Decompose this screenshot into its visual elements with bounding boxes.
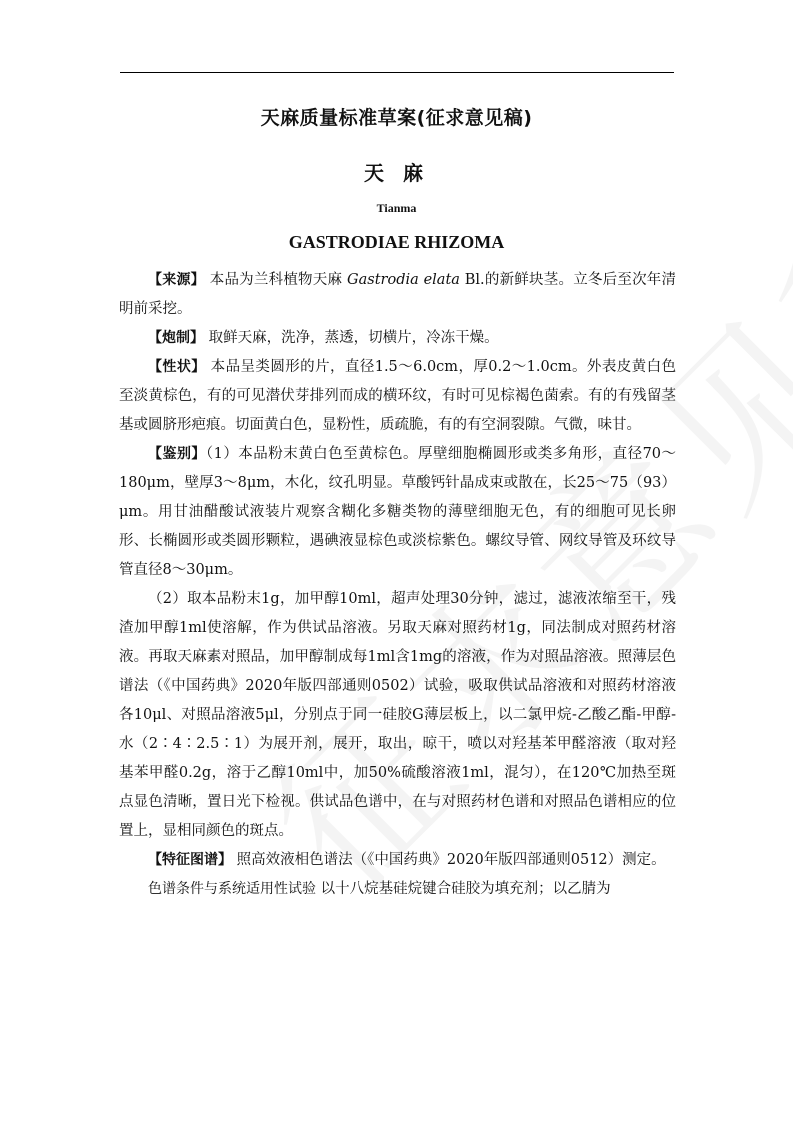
- source-text-after: Bl.的新鲜块茎。立冬后至次年清明前采挖。: [119, 272, 677, 317]
- processing-paragraph: [119, 324, 676, 353]
- document-body: [119, 266, 676, 904]
- identification-heading: 【鉴别】: [148, 446, 206, 462]
- chromatography-text: 以十八烷基硅烷键合硅胶为填充剂；以乙腈为: [316, 881, 611, 897]
- source-text-before: 本品为兰科植物天麻: [204, 272, 348, 288]
- identification-paragraph: [119, 440, 676, 585]
- processing-heading: 【炮制】: [148, 330, 204, 346]
- fingerprint-paragraph: [119, 846, 676, 875]
- header-rule: [120, 72, 674, 73]
- chromatography-paragraph: [119, 875, 676, 904]
- fingerprint-heading: 【特征图谱】: [148, 852, 232, 868]
- identification-text-2: （2）取本品粉末1g，加甲醇10ml，超声处理30分钟，滤过，滤液浓缩至干，残渣加甲醇1ml使溶解，作为供试品溶液。另取天麻对照药材1g，同法制成对照药材溶液。再取天麻素对照品，加甲醇制成每1ml含1mg的溶液，作为对照品溶液。照薄层色谱法（《中国药典》2020年版四部通则0502）试验，吸取供试品溶液和对照药材溶液各10μl、对照品溶液5μl，分别点于同一硅胶G薄层板上，以二氯甲烷-乙酸乙酯-甲醇-水（2∶4∶2.5∶1）为展开剂，展开，取出，晾干，喷以对羟基苯甲醛溶液（取对羟基苯甲醛0.2g，溶于乙醇10ml中，加50%硫酸溶液1ml，混匀），在120℃加热至斑点显色清晰，置日光下检视。供试品色谱中，在与对照药材色谱和对照品色谱相应的位置上，显相同颜色的斑点。: [119, 591, 676, 839]
- processing-text: 取鲜天麻，洗净，蒸透，切横片，冷冻干燥。: [204, 330, 499, 346]
- species-name: Gastrodia elata: [347, 272, 460, 288]
- identification-text: （1）本品粉末黄白色至黄棕色。厚壁细胞椭圆形或类多角形，直径70～180μm，壁厚3～8μm，木化，纹孔明显。草酸钙针晶成束或散在，长25～75（93）μm。用甘油醋酸试液装片观察含糊化多糖类物的薄壁细胞无色，有的细胞可见长卵形、长椭圆形或类圆形颗粒，遇碘液显棕色或淡棕紫色。螺纹导管、网纹导管及环纹导管直径8～30μm。: [119, 446, 676, 578]
- source-heading: 【来源】: [148, 272, 205, 288]
- page-title: 天麻质量标准草案(征求意见稿): [260, 107, 533, 129]
- chromatography-heading: 色谱条件与系统适用性试验: [148, 881, 316, 897]
- drug-name: 天 麻: [364, 161, 429, 185]
- characters-text: 本品呈类圆形的片，直径1.5～6.0cm，厚0.2～1.0cm。外表皮黄白色至淡黄棕色，有的可见潜伏芽排列而成的横环纹，有时可见棕褐色菌索。有的有残留茎基或圆脐形疤痕。切面黄白色，显粉性，质疏脆，有的有空洞裂隙。气微，味甘。: [119, 359, 676, 433]
- pinyin-name: Tianma: [376, 201, 417, 215]
- latin-name: GASTRODIAE RHIZOMA: [288, 232, 505, 252]
- characters-paragraph: [119, 353, 676, 440]
- source-paragraph: [119, 266, 676, 324]
- identification-paragraph-2: [119, 585, 676, 846]
- characters-heading: 【性状】: [148, 359, 206, 375]
- fingerprint-text: 照高效液相色谱法（《中国药典》2020年版四部通则0512）测定。: [232, 852, 666, 868]
